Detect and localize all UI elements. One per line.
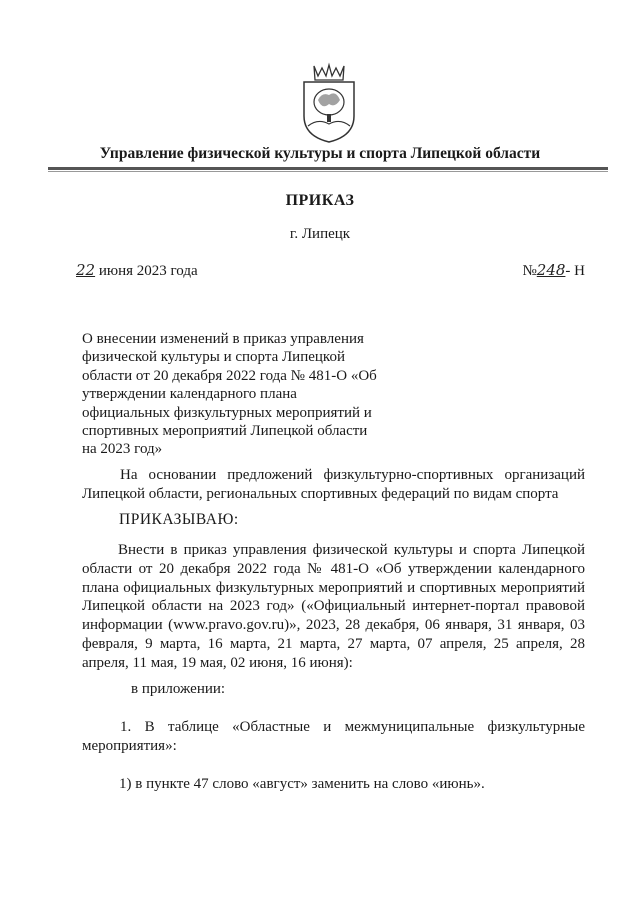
number-suffix: - Н <box>565 263 585 279</box>
basis-paragraph: На основании предложений физкультурно-спортивных организаций Липецкой области, региональных спортивных федераций по видам спорта <box>82 467 585 502</box>
item-1-subitem-1: 1) в пункте 47 слово «август» заменить на слово «июнь». <box>119 776 485 792</box>
city: г. Липецк <box>289 226 351 242</box>
order-subject: О внесении изменений в приказ управления физической культуры и спорта Липецкой области от 20 декабря 2022 года № 481-О «Об утверждении календарного плана официальных физкультурных мероприятий и спортивных мероприятий Липецкой области на 2023 год» <box>82 331 377 458</box>
order-date <box>76 261 198 280</box>
order-number <box>522 261 585 280</box>
number-sign: № <box>522 263 537 279</box>
coat-of-arms-icon <box>300 62 358 144</box>
date-day-handwritten: 22 <box>76 261 96 279</box>
amendment-paragraph: Внести в приказ управления физической культуры и спорта Липецкой области от 20 декабря 2022 года № 481-О «Об утверждении календарного плана официальных физкультурных мероприятий и спортивных мероприятий Липецкой области на 2023 год» («Официальный интернет-портал правовой информации (www.pravo.gov.ru)», 2023, 28 декабря, 06 января, 31 января, 03 февраля, 9 марта, 16 марта, 21 марта, 27 марта, 07 апреля, 25 апреля, 28 апреля, 11 мая, 19 мая, 02 июня, 16 июня): <box>82 542 585 671</box>
organization-name: Управление физической культуры и спорта Липецкой области <box>99 145 541 162</box>
order-word: ПРИКАЗЫВАЮ: <box>119 511 239 528</box>
header-divider <box>48 167 608 170</box>
annex-line: в приложении: <box>131 681 226 697</box>
date-month-year: июня 2023 года <box>98 263 198 279</box>
document-title: ПРИКАЗ <box>285 192 355 209</box>
number-handwritten: 248 <box>536 261 566 279</box>
header-divider-thin <box>48 171 608 172</box>
item-1: 1. В таблице «Областные и межмуниципальные физкультурные мероприятия»: <box>82 719 585 754</box>
